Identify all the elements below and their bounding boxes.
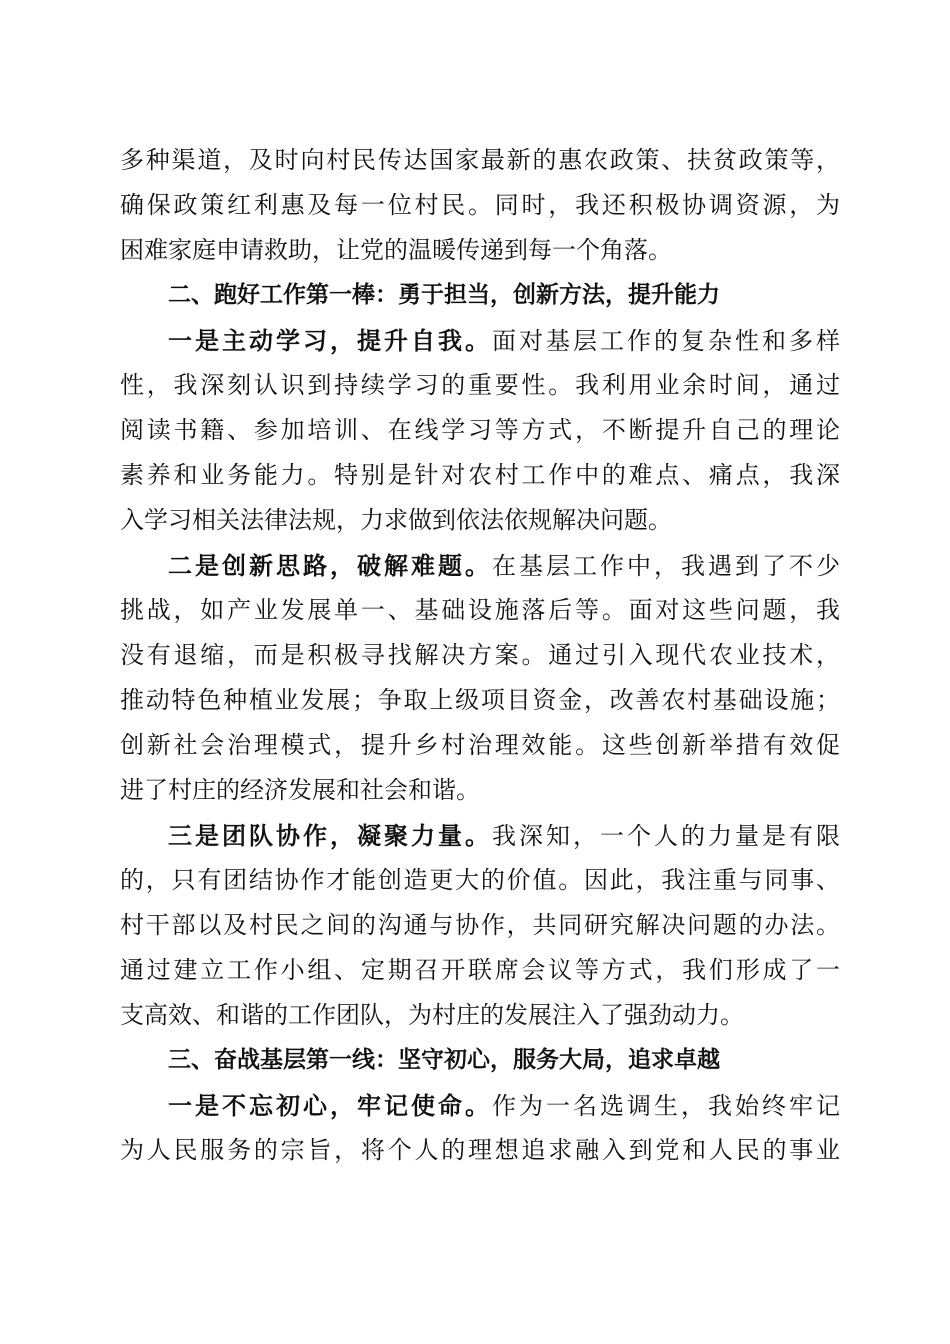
paragraph-line: 素养和业务能力。特别是针对农村工作中的难点、痛点，我深	[120, 461, 840, 489]
paragraph-line: 为人民服务的宗旨，将个人的理想追求融入到党和人民的事业	[120, 1136, 840, 1164]
paragraph-first-line	[120, 318, 840, 363]
paragraph-line: 推动特色种植业发展；争取上级项目资金，改善农村基础设施；	[120, 686, 840, 714]
paragraph-line: 阅读书籍、参加培训、在线学习等方式，不断提升自己的理论	[120, 416, 840, 444]
paragraph-line: 入学习相关法律法规，力求做到依法依规解决问题。	[120, 506, 672, 534]
paragraph-line: 确保政策红利惠及每一位村民。同时，我还积极协调资源，为	[120, 191, 840, 219]
paragraph-line: 困难家庭申请救助，让党的温暖传递到每一个角落。	[120, 236, 672, 264]
paragraph-lead: 二是创新思路，破解难题。	[168, 551, 492, 580]
document-body	[120, 138, 840, 1173]
paragraph-text: 面对基层工作的复杂性和多样	[492, 327, 840, 355]
paragraph-line: 通过建立工作小组、定期召开联席会议等方式，我们形成了一	[120, 956, 840, 984]
paragraph-text: 我深知，一个人的力量是有限	[492, 822, 840, 850]
paragraph-line: 挑战，如产业发展单一、基础设施落后等。面对这些问题，我	[120, 596, 840, 624]
paragraph-line: 的，只有团结协作才能创造更大的价值。因此，我注重与同事、	[120, 866, 840, 894]
paragraph-lead: 三是团队协作，凝聚力量。	[168, 821, 492, 850]
paragraph-line: 没有退缩，而是积极寻找解决方案。通过引入现代农业技术，	[120, 641, 840, 669]
section-heading: 二、跑好工作第一棒：勇于担当，创新方法，提升能力	[168, 282, 720, 308]
paragraph-line: 村干部以及村民之间的沟通与协作，共同研究解决问题的办法。	[120, 911, 840, 939]
paragraph-first-line	[120, 1083, 840, 1128]
paragraph-line: 性，我深刻认识到持续学习的重要性。我利用业余时间，通过	[120, 371, 840, 399]
paragraph-line: 多种渠道，及时向村民传达国家最新的惠农政策、扶贫政策等，	[120, 146, 840, 174]
paragraph-first-line	[120, 543, 840, 588]
paragraph-line: 进了村庄的经济发展和社会和谐。	[120, 776, 480, 804]
paragraph-lead: 一是主动学习，提升自我。	[168, 326, 492, 355]
section-heading: 三、奋战基层第一线：坚守初心，服务大局，追求卓越	[168, 1047, 720, 1073]
paragraph-line: 支高效、和谐的工作团队，为村庄的发展注入了强劲动力。	[120, 1001, 744, 1029]
paragraph-first-line	[120, 813, 840, 858]
paragraph-text: 在基层工作中，我遇到了不少	[492, 552, 840, 580]
paragraph-text: 作为一名选调生，我始终牢记	[492, 1092, 840, 1120]
paragraph-lead: 一是不忘初心，牢记使命。	[168, 1091, 492, 1120]
paragraph-line: 创新社会治理模式，提升乡村治理效能。这些创新举措有效促	[120, 731, 840, 759]
